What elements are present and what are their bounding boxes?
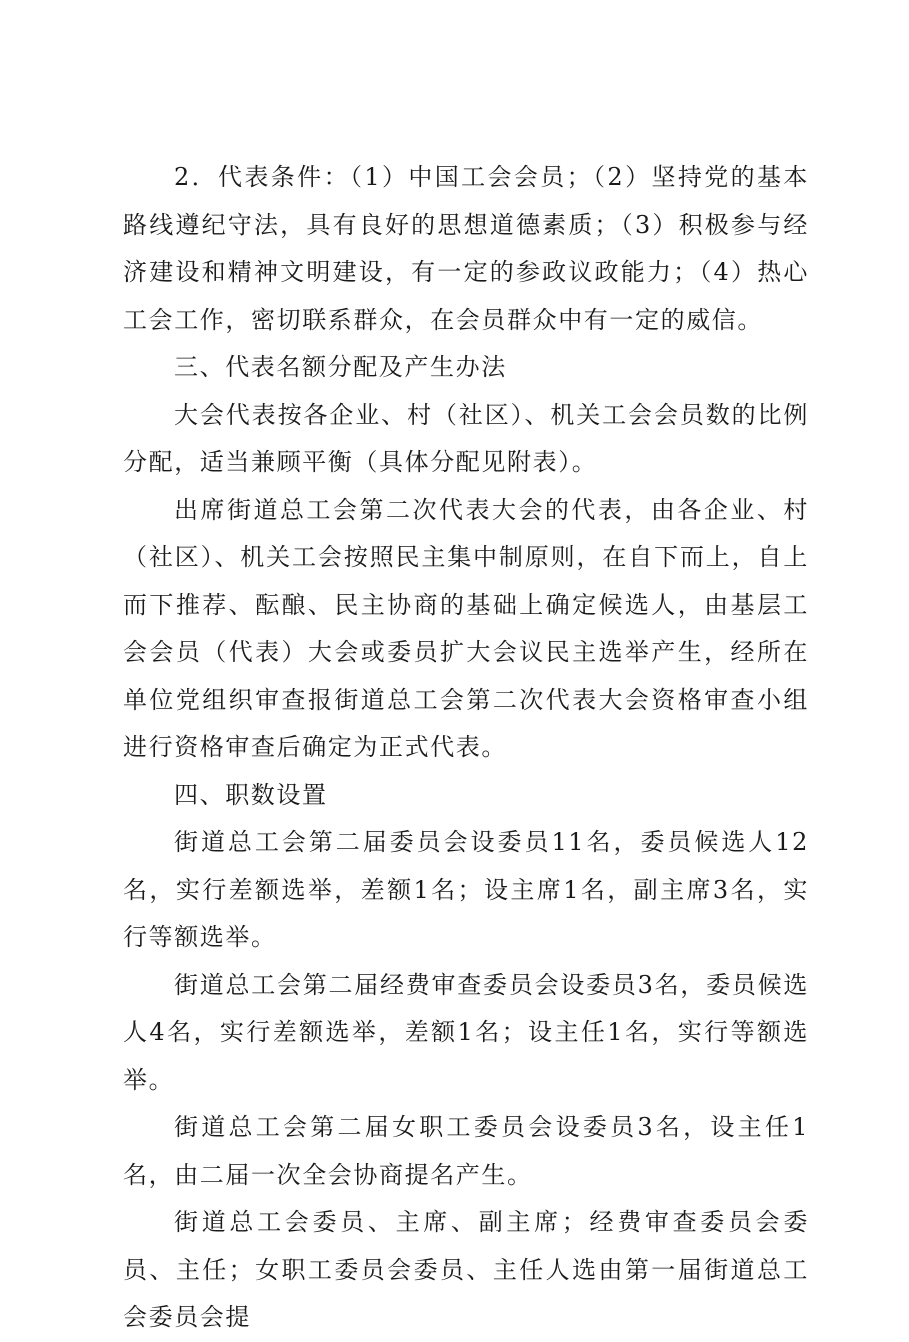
para-committee-seats: 街道总工会第二届委员会设委员11名，委员候选人12名，实行差额选举，差额1名；设主席1名，副主席3名，实行等额选举。: [123, 828, 809, 951]
para-candidate-nomination: 街道总工会委员、主席、副主席；经费审查委员会委员、主任；女职工委员会委员、主任人选由第一届街道总工会委员会提: [123, 1208, 809, 1331]
para-quota-allocation: 大会代表按各企业、村（社区）、机关工会会员数的比例分配，适当兼顾平衡（具体分配见附表）。: [123, 400, 809, 476]
heading-section-3: 三、代表名额分配及产生办法: [174, 353, 507, 381]
para-audit-committee-seats: 街道总工会第二届经费审查委员会设委员3名，委员候选人4名，实行差额选举，差额1名；设主任1名，实行等额选举。: [123, 970, 809, 1094]
para-representative-conditions: 2．代表条件：（1）中国工会会员；（2）坚持党的基本路线遵纪守法，具有良好的思想道德素质；（3）积极参与经济建设和精神文明建设，有一定的参政议政能力；（4）热心工会工作，密切联系群众，在会员群众中有一定的威信。: [123, 163, 809, 334]
para-women-committee-seats: 街道总工会第二届女职工委员会设委员3名，设主任1名，由二届一次全会协商提名产生。: [123, 1113, 809, 1189]
para-election-procedure: 出席街道总工会第二次代表大会的代表，由各企业、村（社区）、机关工会按照民主集中制原则，在自下而上，自上而下推荐、酝酿、民主协商的基础上确定候选人，由基层工会会员（代表）大会或委员扩大会议民主选举产生，经所在单位党组织审查报街道总工会第二次代表大会资格审查小组进行资格审查后确定为正式代表。: [123, 495, 809, 761]
document-body: [123, 154, 809, 1342]
heading-section-4: 四、职数设置: [174, 780, 328, 809]
